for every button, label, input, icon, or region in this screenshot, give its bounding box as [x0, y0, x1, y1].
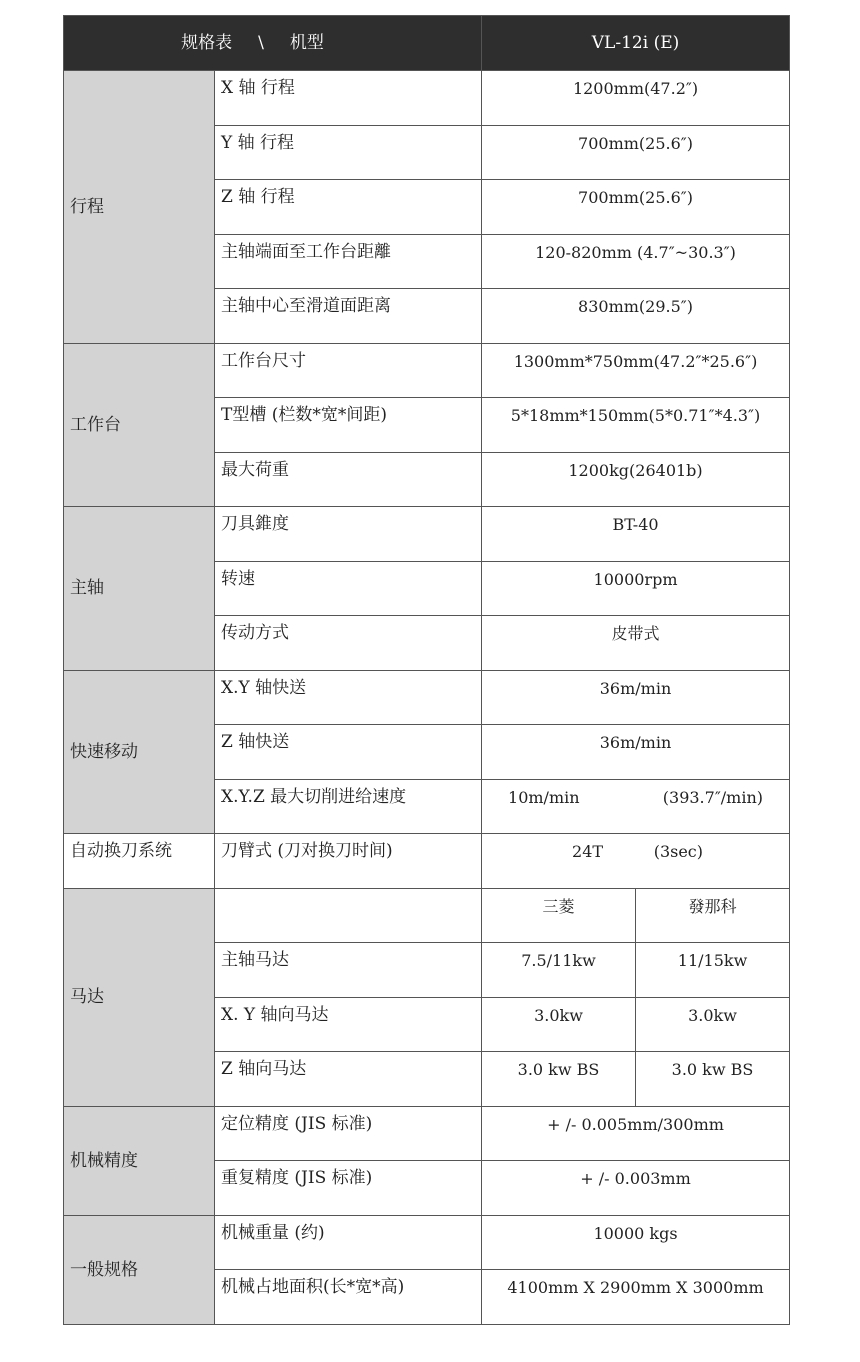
row-label: 重复精度 (JIS 标准) — [215, 1161, 482, 1216]
row-label: 机械占地面积(长*宽*高) — [215, 1270, 482, 1325]
group-table: 工作台 — [64, 343, 215, 507]
table-row — [64, 1215, 790, 1270]
table-row — [64, 343, 790, 398]
row-value-a: 3.0kw — [482, 997, 636, 1052]
row-label: 传动方式 — [215, 616, 482, 671]
header-model: VL-12i (E) — [482, 16, 790, 71]
table-row — [64, 670, 790, 725]
row-value: 36m/min — [482, 725, 790, 780]
tool-change-time: (3sec) — [653, 842, 704, 861]
row-value: 5*18mm*150mm(5*0.71″*4.3″) — [482, 398, 790, 453]
row-label: Y 轴 行程 — [215, 125, 482, 180]
row-value: 1200mm(47.2″) — [482, 71, 790, 126]
group-general: 一般规格 — [64, 1215, 215, 1324]
row-value — [482, 834, 790, 889]
group-rapid: 快速移动 — [64, 670, 215, 834]
row-value: 皮带式 — [482, 616, 790, 671]
row-value-a: 3.0 kw BS — [482, 1052, 636, 1107]
row-label: 定位精度 (JIS 标准) — [215, 1106, 482, 1161]
table-row — [64, 888, 790, 943]
row-label: 机械重量 (约) — [215, 1215, 482, 1270]
spec-table — [63, 15, 790, 1325]
row-value: 1200kg(26401b) — [482, 452, 790, 507]
row-value: 700mm(25.6″) — [482, 125, 790, 180]
row-value: 830mm(29.5″) — [482, 289, 790, 344]
table-header — [64, 16, 790, 71]
row-value: 10000rpm — [482, 561, 790, 616]
motor-brand-a: 三菱 — [482, 888, 636, 943]
row-value: 1300mm*750mm(47.2″*25.6″) — [482, 343, 790, 398]
row-label: T型槽 (栏数*宽*间距) — [215, 398, 482, 453]
feed-imperial: (393.7″/min) — [662, 787, 764, 807]
row-label: 刀臂式 (刀对换刀时间) — [215, 834, 482, 889]
row-value: 700mm(25.6″) — [482, 180, 790, 235]
row-value: 120-820mm (4.7″~30.3″) — [482, 234, 790, 289]
group-atc: 自动换刀系统 — [64, 834, 215, 889]
motor-brand-b: 發那科 — [636, 888, 790, 943]
row-label: Z 轴 行程 — [215, 180, 482, 235]
row-value-a: 7.5/11kw — [482, 943, 636, 998]
table-row — [64, 834, 790, 889]
row-label: Z 轴向马达 — [215, 1052, 482, 1107]
row-label: Z 轴快送 — [215, 725, 482, 780]
row-label: 主轴端面至工作台距離 — [215, 234, 482, 289]
row-label: 主轴中心至滑道面距离 — [215, 289, 482, 344]
feed-metric: 10m/min — [508, 787, 580, 807]
row-label: 主轴马达 — [215, 943, 482, 998]
row-value — [482, 779, 790, 834]
row-label-empty — [215, 888, 482, 943]
row-label: X.Y.Z 最大切削进给速度 — [215, 779, 482, 834]
table-row — [64, 507, 790, 562]
row-value-b: 11/15kw — [636, 943, 790, 998]
table-row — [64, 1106, 790, 1161]
row-label: 工作台尺寸 — [215, 343, 482, 398]
group-motor: 马达 — [64, 888, 215, 1106]
row-value: BT-40 — [482, 507, 790, 562]
row-label: 最大荷重 — [215, 452, 482, 507]
tool-count: 24T — [572, 842, 604, 861]
row-value: 10000 kgs — [482, 1215, 790, 1270]
row-label: 刀具錐度 — [215, 507, 482, 562]
group-accuracy: 机械精度 — [64, 1106, 215, 1215]
row-label: X 轴 行程 — [215, 71, 482, 126]
row-label: X.Y 轴快送 — [215, 670, 482, 725]
row-label: 转速 — [215, 561, 482, 616]
row-value: + /- 0.003mm — [482, 1161, 790, 1216]
row-value: 36m/min — [482, 670, 790, 725]
row-label: X. Y 轴向马达 — [215, 997, 482, 1052]
header-spec-label: 规格表 — [181, 33, 233, 53]
group-spindle: 主轴 — [64, 507, 215, 671]
row-value: 4100mm X 2900mm X 3000mm — [482, 1270, 790, 1325]
group-travel: 行程 — [64, 71, 215, 344]
row-value-b: 3.0kw — [636, 997, 790, 1052]
row-value-b: 3.0 kw BS — [636, 1052, 790, 1107]
header-separator: \ — [258, 33, 264, 53]
row-value: + /- 0.005mm/300mm — [482, 1106, 790, 1161]
header-model-label: 机型 — [289, 33, 324, 53]
table-row — [64, 71, 790, 126]
header-title — [64, 16, 482, 71]
